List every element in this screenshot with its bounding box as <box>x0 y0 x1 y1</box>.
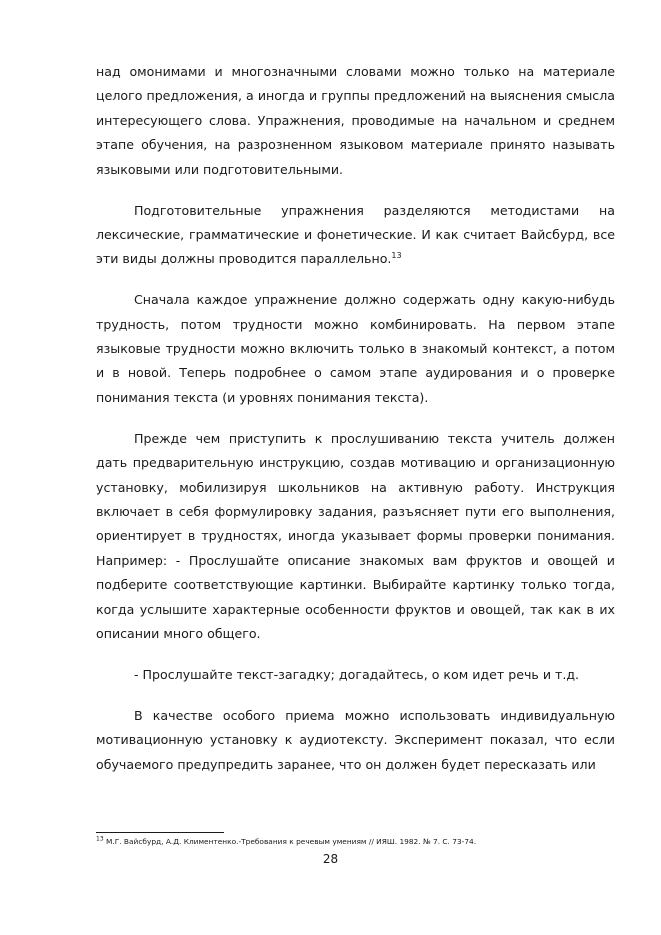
footnote-divider <box>96 832 224 833</box>
paragraph-3: Сначала каждое упражнение должно содержать одну какую-нибудь трудность, потом трудности можно комбинировать. На первом этапе языковые трудности можно включить только в знакомый контекст, а потом и в новой. Теперь подробнее о самом этапе аудирования и о проверке понимания текста (и уровнях понимания текста). <box>96 292 615 405</box>
paragraph-1: над омонимами и многозначными словами можно только на материале целого предложения, а иногда и группы предложений на выяснения смысла интересующего слова. Упражнения, проводимые на начальном и среднем этапе обучения, на разрозненном языковом материале принято называть языковыми или подготовительными. <box>96 64 615 177</box>
paragraph-5: - Прослушайте текст-загадку; догадайтесь, о ком идет речь и т.д. <box>134 666 580 682</box>
paragraph-4: Прежде чем приступить к прослушиванию текста учитель должен дать предварительную инструкцию, создав мотивацию и организационную установку, мобилизируя школьников на активную работу. Инструкция включает в себя формулировку задания, разъясняет пути его выполнения, ориентирует в трудностях, иногда указывает формы проверки понимания. Например: - Прослушайте описание знакомых вам фруктов и овощей и подберите соответствующие картинки. Выбирайте картинку только тогда, когда услышите характерные особенности фруктов и овощей, так как в их описании много общего. <box>96 430 615 642</box>
paragraph-6: В качестве особого приема можно использовать индивидуальную мотивационную установку к аудиотексту. Эксперимент показал, что если обучаемого предупредить заранее, что он должен будет пересказать или <box>96 707 615 772</box>
paragraph-2-text: Подготовительные упражнения разделяются методистами на лексические, грамматические и фонетические. И как считает Вайсбурд, все эти виды должны проводится параллельно. <box>96 202 615 267</box>
footnote-text: М.Г. Вайсбурд, А.Д. Климентенко.-Требования к речевым умениям // ИЯШ. 1982. № 7. С. 73-74. <box>106 837 477 846</box>
footnote-reference: 13 <box>391 251 402 261</box>
footnote <box>96 836 616 848</box>
paragraph-2 <box>96 199 615 272</box>
document-body <box>96 60 615 794</box>
page-number: 28 <box>322 852 339 866</box>
footnote-number: 13 <box>96 835 104 843</box>
